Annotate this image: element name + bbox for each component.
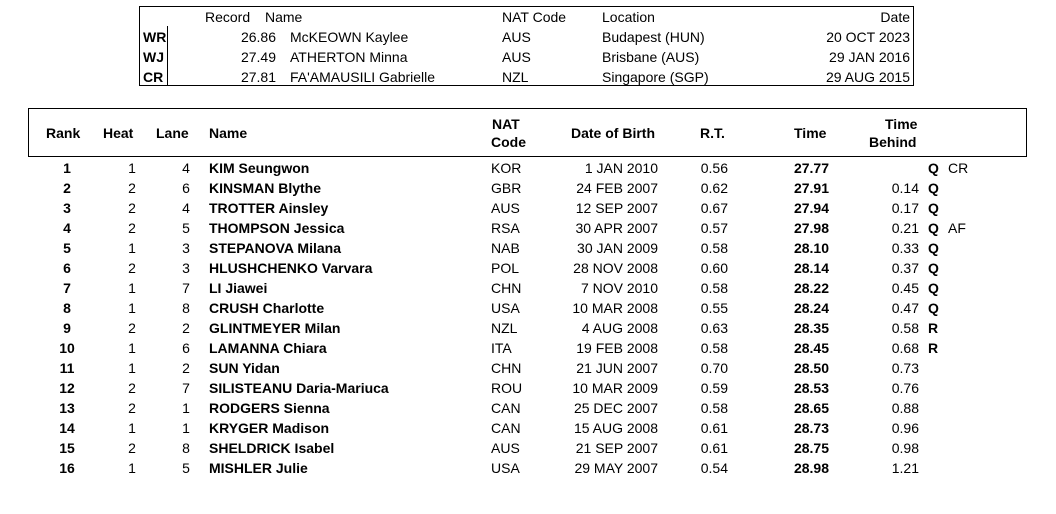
result-rank: 11	[59, 360, 75, 376]
result-rank: 8	[63, 300, 71, 316]
result-name: TROTTER Ainsley	[209, 200, 329, 216]
result-qualifier: R	[928, 340, 939, 356]
result-heat: 2	[128, 400, 136, 416]
result-dob: 30 JAN 2009	[577, 240, 658, 256]
record-time: 26.86	[240, 29, 276, 45]
result-rank: 14	[59, 420, 75, 436]
result-nat: NZL	[491, 320, 518, 336]
result-behind: 0.68	[891, 340, 919, 356]
result-dob: 12 SEP 2007	[575, 200, 658, 216]
header-rt: R.T.	[700, 125, 725, 141]
result-reaction: 0.63	[700, 320, 728, 336]
result-rank: 4	[63, 220, 71, 236]
record-nat: AUS	[502, 49, 531, 65]
records-header-record: Record	[205, 9, 251, 25]
result-nat: CAN	[491, 420, 521, 436]
result-nat: ITA	[491, 340, 512, 356]
record-date: 29 AUG 2015	[825, 69, 910, 85]
result-nat: KOR	[491, 160, 522, 176]
result-heat: 1	[128, 160, 136, 176]
result-behind: 0.33	[891, 240, 919, 256]
result-rank: 13	[59, 400, 75, 416]
result-name: LI Jiawei	[209, 280, 268, 296]
result-nat: AUS	[491, 200, 520, 216]
result-lane: 2	[182, 320, 190, 336]
result-time: 28.10	[793, 240, 829, 256]
result-rank: 12	[59, 380, 75, 396]
result-lane: 1	[182, 420, 190, 436]
result-rank: 9	[63, 320, 71, 336]
result-lane: 2	[182, 360, 190, 376]
result-record: AF	[948, 220, 966, 236]
result-dob: 4 AUG 2008	[581, 320, 658, 336]
result-dob: 21 SEP 2007	[575, 440, 658, 456]
records-header-name: Name	[265, 9, 303, 25]
result-name: SILISTEANU Daria-Mariuca	[209, 380, 389, 396]
result-name: STEPANOVA Milana	[209, 240, 341, 256]
result-nat: GBR	[491, 180, 522, 196]
result-dob: 19 FEB 2008	[576, 340, 658, 356]
result-lane: 3	[182, 240, 190, 256]
result-reaction: 0.56	[700, 160, 728, 176]
header-nat-line1: NAT	[492, 116, 520, 132]
result-name: LAMANNA Chiara	[209, 340, 327, 356]
result-reaction: 0.61	[700, 420, 728, 436]
result-reaction: 0.58	[700, 400, 728, 416]
result-heat: 2	[128, 200, 136, 216]
result-dob: 25 DEC 2007	[573, 400, 658, 416]
result-heat: 1	[128, 300, 136, 316]
header-heat: Heat	[103, 125, 134, 141]
result-heat: 2	[128, 180, 136, 196]
header-behind-line1: Time	[885, 116, 918, 132]
result-nat: USA	[491, 300, 520, 316]
result-nat: CHN	[491, 360, 522, 376]
record-location: Budapest (HUN)	[602, 29, 705, 45]
result-reaction: 0.54	[700, 460, 728, 476]
result-dob: 29 MAY 2007	[574, 460, 658, 476]
result-qualifier: Q	[928, 300, 939, 316]
result-rank: 3	[63, 200, 71, 216]
record-holder: ATHERTON Minna	[290, 49, 408, 65]
header-behind-line2: Behind	[869, 134, 917, 150]
result-rank: 7	[63, 280, 71, 296]
result-heat: 2	[128, 380, 136, 396]
result-lane: 7	[182, 280, 190, 296]
result-heat: 2	[128, 220, 136, 236]
result-lane: 3	[182, 260, 190, 276]
result-nat: CAN	[491, 400, 521, 416]
result-qualifier: Q	[928, 200, 939, 216]
result-time: 28.45	[793, 340, 829, 356]
result-time: 28.22	[793, 280, 829, 296]
result-behind: 0.45	[891, 280, 919, 296]
result-heat: 1	[128, 420, 136, 436]
result-lane: 4	[182, 200, 190, 216]
record-date: 29 JAN 2016	[829, 49, 910, 65]
result-dob: 21 JUN 2007	[576, 360, 658, 376]
result-name: CRUSH Charlotte	[209, 300, 325, 316]
result-name: KIM Seungwon	[209, 160, 310, 176]
result-behind: 1.21	[891, 460, 919, 476]
result-behind: 0.21	[891, 220, 919, 236]
result-qualifier: Q	[928, 260, 939, 276]
result-lane: 7	[182, 380, 190, 396]
record-holder: FA'AMAUSILI Gabrielle	[290, 69, 436, 85]
result-behind: 0.17	[891, 200, 919, 216]
header-name: Name	[209, 125, 248, 141]
result-nat: POL	[491, 260, 520, 276]
record-location: Singapore (SGP)	[602, 69, 709, 85]
result-qualifier: Q	[928, 240, 939, 256]
result-qualifier: R	[928, 320, 939, 336]
result-rank: 1	[63, 160, 71, 176]
header-time: Time	[794, 125, 827, 141]
result-reaction: 0.61	[700, 440, 728, 456]
result-reaction: 0.70	[700, 360, 728, 376]
result-qualifier: Q	[928, 160, 939, 176]
result-nat: AUS	[491, 440, 520, 456]
result-name: GLINTMEYER Milan	[209, 320, 341, 336]
result-lane: 1	[182, 400, 190, 416]
result-dob: 28 NOV 2008	[573, 260, 658, 276]
records-header-date: Date	[880, 9, 910, 25]
result-name: SHELDRICK Isabel	[209, 440, 335, 456]
result-reaction: 0.60	[700, 260, 728, 276]
result-qualifier: Q	[928, 180, 939, 196]
result-qualifier: Q	[928, 220, 939, 236]
result-time: 28.24	[793, 300, 829, 316]
result-heat: 1	[128, 340, 136, 356]
result-behind: 0.96	[891, 420, 919, 436]
record-type: WR	[143, 29, 167, 45]
record-nat: NZL	[502, 69, 529, 85]
result-dob: 10 MAR 2009	[572, 380, 658, 396]
records-header-location: Location	[602, 9, 655, 25]
header-dob: Date of Birth	[571, 125, 655, 141]
result-reaction: 0.62	[700, 180, 728, 196]
record-holder: McKEOWN Kaylee	[290, 29, 409, 45]
result-dob: 7 NOV 2010	[580, 280, 658, 296]
result-behind: 0.58	[891, 320, 919, 336]
result-rank: 16	[59, 460, 75, 476]
result-lane: 8	[182, 440, 190, 456]
result-dob: 10 MAR 2008	[572, 300, 658, 316]
result-behind: 0.73	[891, 360, 919, 376]
result-nat: ROU	[491, 380, 523, 396]
record-type: CR	[143, 69, 164, 85]
result-heat: 1	[128, 360, 136, 376]
result-dob: 24 FEB 2007	[576, 180, 658, 196]
result-heat: 1	[128, 240, 136, 256]
result-time: 28.73	[793, 420, 829, 436]
record-date: 20 OCT 2023	[826, 29, 910, 45]
header-nat-line2: Code	[491, 134, 526, 150]
result-time: 27.91	[793, 180, 829, 196]
result-lane: 6	[182, 180, 190, 196]
result-name: MISHLER Julie	[209, 460, 308, 476]
record-nat: AUS	[502, 29, 531, 45]
result-record: CR	[948, 160, 969, 176]
result-behind: 0.47	[891, 300, 919, 316]
result-time: 27.98	[793, 220, 829, 236]
result-name: SUN Yidan	[209, 360, 280, 376]
result-time: 28.35	[793, 320, 829, 336]
result-behind: 0.88	[891, 400, 919, 416]
result-reaction: 0.58	[700, 280, 728, 296]
result-time: 28.65	[793, 400, 829, 416]
result-rank: 5	[63, 240, 71, 256]
result-dob: 15 AUG 2008	[573, 420, 658, 436]
result-time: 27.94	[793, 200, 829, 216]
result-behind: 0.76	[891, 380, 919, 396]
result-nat: CHN	[491, 280, 522, 296]
result-time: 27.77	[793, 160, 829, 176]
result-name: RODGERS Sienna	[209, 400, 330, 416]
result-name: KRYGER Madison	[209, 420, 330, 436]
result-heat: 2	[128, 440, 136, 456]
result-lane: 4	[182, 160, 190, 176]
result-rank: 10	[59, 340, 75, 356]
header-lane: Lane	[156, 125, 189, 141]
result-lane: 8	[182, 300, 190, 316]
header-rank: Rank	[46, 125, 81, 141]
result-reaction: 0.57	[700, 220, 728, 236]
result-qualifier: Q	[928, 280, 939, 296]
result-name: THOMPSON Jessica	[209, 220, 345, 236]
result-behind: 0.14	[891, 180, 919, 196]
result-reaction: 0.58	[700, 240, 728, 256]
result-rank: 15	[59, 440, 75, 456]
result-nat: RSA	[491, 220, 520, 236]
result-heat: 2	[128, 260, 136, 276]
result-nat: NAB	[491, 240, 520, 256]
result-nat: USA	[491, 460, 520, 476]
result-dob: 30 APR 2007	[575, 220, 658, 236]
result-name: HLUSHCHENKO Varvara	[209, 260, 373, 276]
record-location: Brisbane (AUS)	[602, 49, 700, 65]
result-dob: 1 JAN 2010	[584, 160, 658, 176]
result-time: 28.14	[793, 260, 829, 276]
result-time: 28.75	[793, 440, 829, 456]
result-reaction: 0.67	[700, 200, 728, 216]
result-behind: 0.98	[891, 440, 919, 456]
result-reaction: 0.59	[700, 380, 728, 396]
record-type: WJ	[143, 49, 164, 65]
result-lane: 6	[182, 340, 190, 356]
result-name: KINSMAN Blythe	[209, 180, 322, 196]
result-reaction: 0.55	[700, 300, 728, 316]
result-heat: 2	[128, 320, 136, 336]
result-lane: 5	[182, 220, 190, 236]
result-time: 28.98	[793, 460, 829, 476]
record-time: 27.49	[240, 49, 276, 65]
result-rank: 2	[63, 180, 71, 196]
records-header-nat: NAT Code	[502, 9, 567, 25]
result-rank: 6	[63, 260, 71, 276]
result-time: 28.50	[793, 360, 829, 376]
result-time: 28.53	[793, 380, 829, 396]
result-lane: 5	[182, 460, 190, 476]
result-heat: 1	[128, 280, 136, 296]
result-reaction: 0.58	[700, 340, 728, 356]
result-heat: 1	[128, 460, 136, 476]
result-behind: 0.37	[891, 260, 919, 276]
record-time: 27.81	[240, 69, 276, 85]
